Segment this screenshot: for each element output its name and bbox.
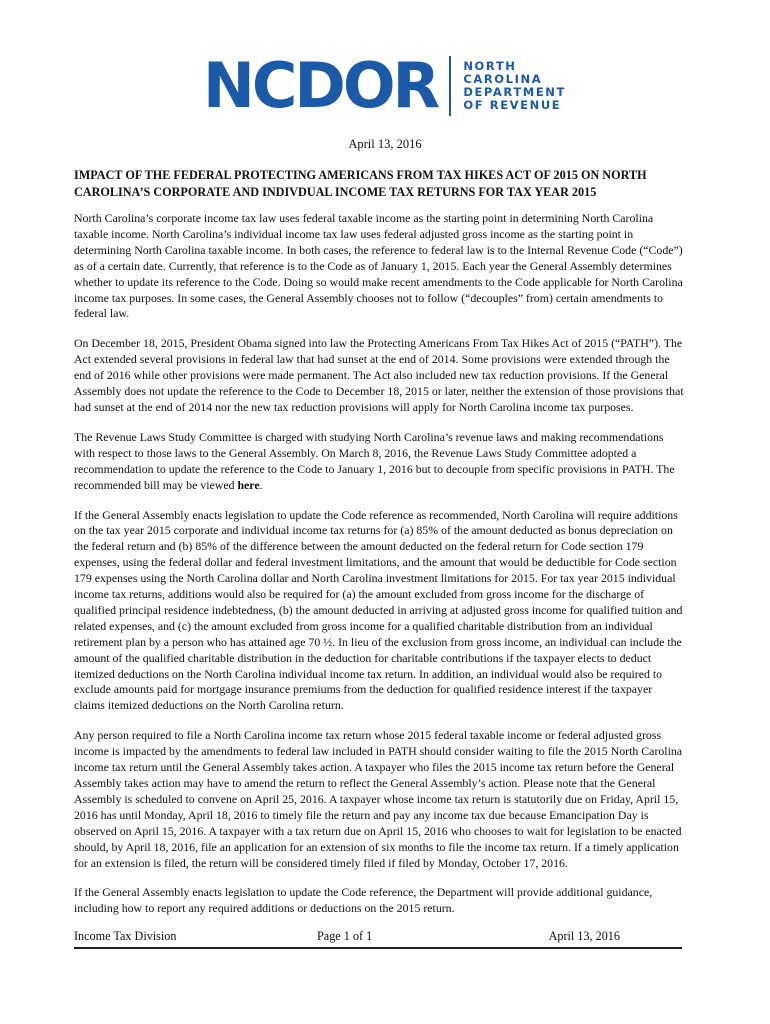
- recommended-bill-link[interactable]: here: [237, 477, 260, 492]
- paragraph-3-end: .: [259, 477, 263, 492]
- paragraph-3: [74, 430, 684, 494]
- logo-wordmark: NCDOR: [203, 49, 438, 122]
- paragraph-5: Any person required to file a North Carolina income tax return whose 2015 federal taxable income or federal adjusted gross income is impacted by the amendments to federal law included in PATH should consider waiting to file the 2015 North Carolina income tax return until the General Assembly takes action. A taxpayer who files the 2015 income tax return before the General Assembly takes action may have to amend the return to reflect the General Assembly’s action. Please note that the General Assembly is scheduled to convene on April 25, 2016. A taxpayer whose income tax return is statutorily due on Friday, April 15, 2016 has until Monday, April 18, 2016 to timely file the return and pay any income tax due because Emancipation Day is observed on April 15, 2016. A taxpayer with a tax return due on April 15, 2016 who chooses to wait for legislation to be enacted should, by April 18, 2016, file an application for an extension of six months to file the income tax return. If a timely application for an extension is filed, the return will be considered timely filed if filed by Monday, October 17, 2016.: [74, 728, 683, 870]
- paragraph-1: North Carolina’s corporate income tax law uses federal taxable income as the starting point in determining North Carolina taxable income. North Carolina’s individual income tax law uses federal adjusted gross income as the starting point in determining North Carolina taxable income. In both cases, the reference to federal law is to the Internal Revenue Code (“Code”) as of a certain date. Currently, that reference is to the Code as of January 1, 2015. Each year the General Assembly determines whether to update its reference to the Code. Doing so would make recent amendments to the Code applicable for North Carolina income tax purposes. In some cases, the General Assembly chooses not to follow (“decouples” from) certain amendments to federal law.: [74, 211, 683, 321]
- document-title: IMPACT OF THE FEDERAL PROTECTING AMERICANS FROM TAX HIKES ACT OF 2015 ON NORTH CAROLINA’S CORPORATE AND INDIVDUAL INCOME TAX RETURNS FOR TAX YEAR 2015: [74, 168, 647, 199]
- footer-page-number: Page 1 of 1: [317, 929, 373, 943]
- ncdor-logo: [203, 49, 566, 122]
- logo-line-3: DEPARTMENT: [463, 85, 566, 99]
- paragraph-4: If the General Assembly enacts legislation to update the Code reference as recommended, North Carolina will require additions on the tax year 2015 corporate and individual income tax returns for (a) 85% of the amount deducted as bonus depreciation on the federal return and (b) 85% of the difference between the amount deducted on the federal return for Code section 179 expenses, using the federal dollar and federal investment limitations, and the amount that would be deductible for Code section 179 expenses using the North Carolina dollar and North Carolina investment limitations for 2015. For tax year 2015 individual income tax returns, additions would also be required for (a) the amount excluded from gross income for the discharge of qualified principal residence indebtedness, (b) the amount deducted in arriving at adjusted gross income for qualified tuition and related expenses, and (c) the amount excluded from gross income for a qualified charitable distribution from an individual retirement plan by a person who has attained age 70 ½. In lieu of the exclusion from gross income, an individual can include the amount of the qualified charitable distribution in the deduction for charitable contributions if the taxpayer elects to deduct itemized deductions on the North Carolina individual income tax return. In addition, an individual would also be required to exclude amounts paid for mortgage insurance premiums from the deduction for qualified residence interest if the taxpayer claims itemized deductions on the North Carolina return.: [74, 507, 683, 713]
- paragraph-3-text: The Revenue Laws Study Committee is charged with studying North Carolina’s revenue laws and making recommendations with respect to those laws to the General Assembly. On March 8, 2016, the Revenue Laws Study Committee adopted a recommendation to update the reference to the Code to January 1, 2016 but to decouple from specific provisions in PATH. The recommended bill may be viewed: [74, 429, 675, 492]
- logo-line-4: OF REVENUE: [463, 98, 562, 112]
- logo-line-2: CAROLINA: [463, 72, 543, 86]
- logo-department-name: [463, 60, 566, 112]
- paragraph-6: If the General Assembly enacts legislation to update the Code reference, the Department will provide additional guidance, including how to report any required additions or deductions on the 2015 return.: [74, 885, 653, 916]
- logo-line-1: NORTH: [463, 59, 517, 73]
- page-footer: [74, 929, 682, 949]
- logo-divider: [449, 56, 451, 116]
- paragraph-2: On December 18, 2015, President Obama signed into law the Protecting Americans From Tax Hikes Act of 2015 (“PATH”). The Act extended several provisions in federal law that had sunset at the end of 2014. Some provisions were extended through the end of 2016 while other provisions were made permanent. The Act also included new tax reduction provisions. If the General Assembly does not update the reference to the Code to December 18, 2015 or later, neither the extension of those provisions that had sunset at the end of 2014 nor the new tax reduction provisions will apply for North Carolina income tax purposes.: [74, 336, 684, 414]
- footer-date: April 13, 2016: [548, 929, 620, 943]
- document-body: [74, 211, 684, 931]
- document-date: April 13, 2016: [348, 137, 422, 151]
- footer-division: Income Tax Division: [74, 929, 177, 943]
